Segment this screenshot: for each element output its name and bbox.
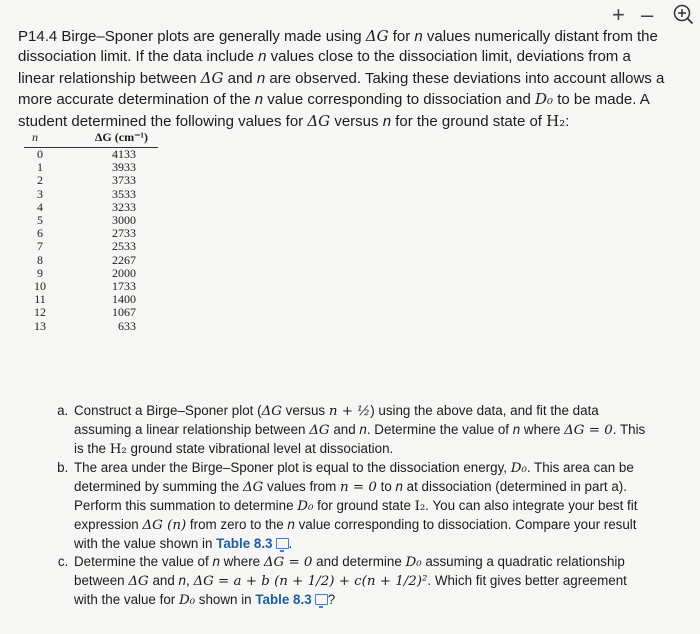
- cell-delta-g: 3733: [112, 173, 136, 188]
- cell-n: 6: [37, 226, 43, 241]
- cell-n: 10: [34, 279, 46, 294]
- column-header-n: n: [32, 130, 38, 144]
- cell-delta-g: 2000: [112, 265, 136, 280]
- table-8-3-link[interactable]: Table 8.3: [216, 536, 273, 551]
- data-table: [24, 130, 158, 333]
- table-row: [24, 161, 158, 174]
- cell-delta-g: 3000: [112, 213, 136, 228]
- cell-delta-g: 1400: [112, 292, 136, 307]
- cell-n: 8: [37, 252, 43, 267]
- table-row: [24, 174, 158, 187]
- table-row: [24, 240, 158, 253]
- remove-button[interactable]: –: [641, 2, 654, 27]
- cell-delta-g: 1067: [112, 305, 136, 320]
- question-c: c. Determine the value of n where ΔG = 0 and determine D₀ assuming a quadratic relationship between ΔG and n, ΔG = a + b (n + 1/2) + c(n + 1/2)². Which fit gives better agreement with the value for D₀ shown in Table 8.3 ?: [72, 553, 652, 610]
- table-row: [24, 188, 158, 201]
- table-row: [24, 148, 158, 162]
- table-row: [24, 306, 158, 319]
- table-8-3-link[interactable]: Table 8.3: [255, 592, 312, 607]
- table-row: [24, 227, 158, 240]
- book-icon[interactable]: [276, 538, 289, 549]
- book-icon[interactable]: [315, 594, 328, 605]
- cell-delta-g: 3933: [112, 160, 136, 175]
- cell-n: 1: [37, 160, 43, 175]
- add-button[interactable]: +: [612, 2, 625, 27]
- question-a: a. Construct a Birge–Sponer plot (ΔG versus n + ½) using the above data, and fit the data assuming a linear relationship between ΔG and n. Determine the value of n where ΔG = 0. This is the H₂ ground state vibrational level at dissociation.: [72, 402, 652, 459]
- table-row: [24, 214, 158, 227]
- cell-n: 3: [37, 186, 43, 201]
- table-row: [24, 254, 158, 267]
- column-header-delta-g: ΔG (cm⁻¹): [94, 130, 148, 144]
- cell-delta-g: 2267: [112, 252, 136, 267]
- cell-n: 2: [37, 173, 43, 188]
- cell-n: 9: [37, 265, 43, 280]
- cell-n: 12: [34, 305, 46, 320]
- cell-n: 0: [37, 147, 43, 161]
- table-row: [24, 320, 158, 333]
- cell-delta-g: 3533: [112, 186, 136, 201]
- cell-n: 11: [34, 292, 46, 307]
- question-b: b. The area under the Birge–Sponer plot is equal to the dissociation energy, D₀. This area can be determined by summing the ΔG values from n = 0 to n at dissociation (determined in part a). Perform this summation to determine D₀ for ground state I₂. You can also integrate your best fit expression ΔG (n) from zero to the n value corresponding to dissociation. Compare your result with the value shown in Table 8.3 .: [72, 459, 652, 553]
- cell-delta-g: 1733: [112, 279, 136, 294]
- cell-delta-g: 3233: [112, 199, 136, 214]
- table-row: [24, 201, 158, 214]
- cell-n: 4: [37, 199, 43, 214]
- cell-n: 7: [37, 239, 43, 254]
- question-list: [54, 402, 652, 610]
- cell-delta-g: 2533: [112, 239, 136, 254]
- cell-n: 5: [37, 213, 43, 228]
- cell-n: 13: [34, 318, 46, 333]
- cell-delta-g: 633: [118, 318, 136, 333]
- cell-delta-g: 2733: [112, 226, 136, 241]
- cell-delta-g: 4133: [112, 147, 136, 161]
- zoom-in-icon[interactable]: [672, 3, 694, 25]
- problem-intro: P14.4 Birge–Sponer plots are generally made using ΔG for n values numerically distant from the dissociation limit. If the data include n values close to the dissociation limit, deviations from a linear relationship between ΔG and n are observed. Taking these deviations into account allows a more accurate determination of the n value corresponding to dissociation and D₀ to be made. A student determined the following values for ΔG versus n for the ground state of H₂:: [18, 27, 665, 130]
